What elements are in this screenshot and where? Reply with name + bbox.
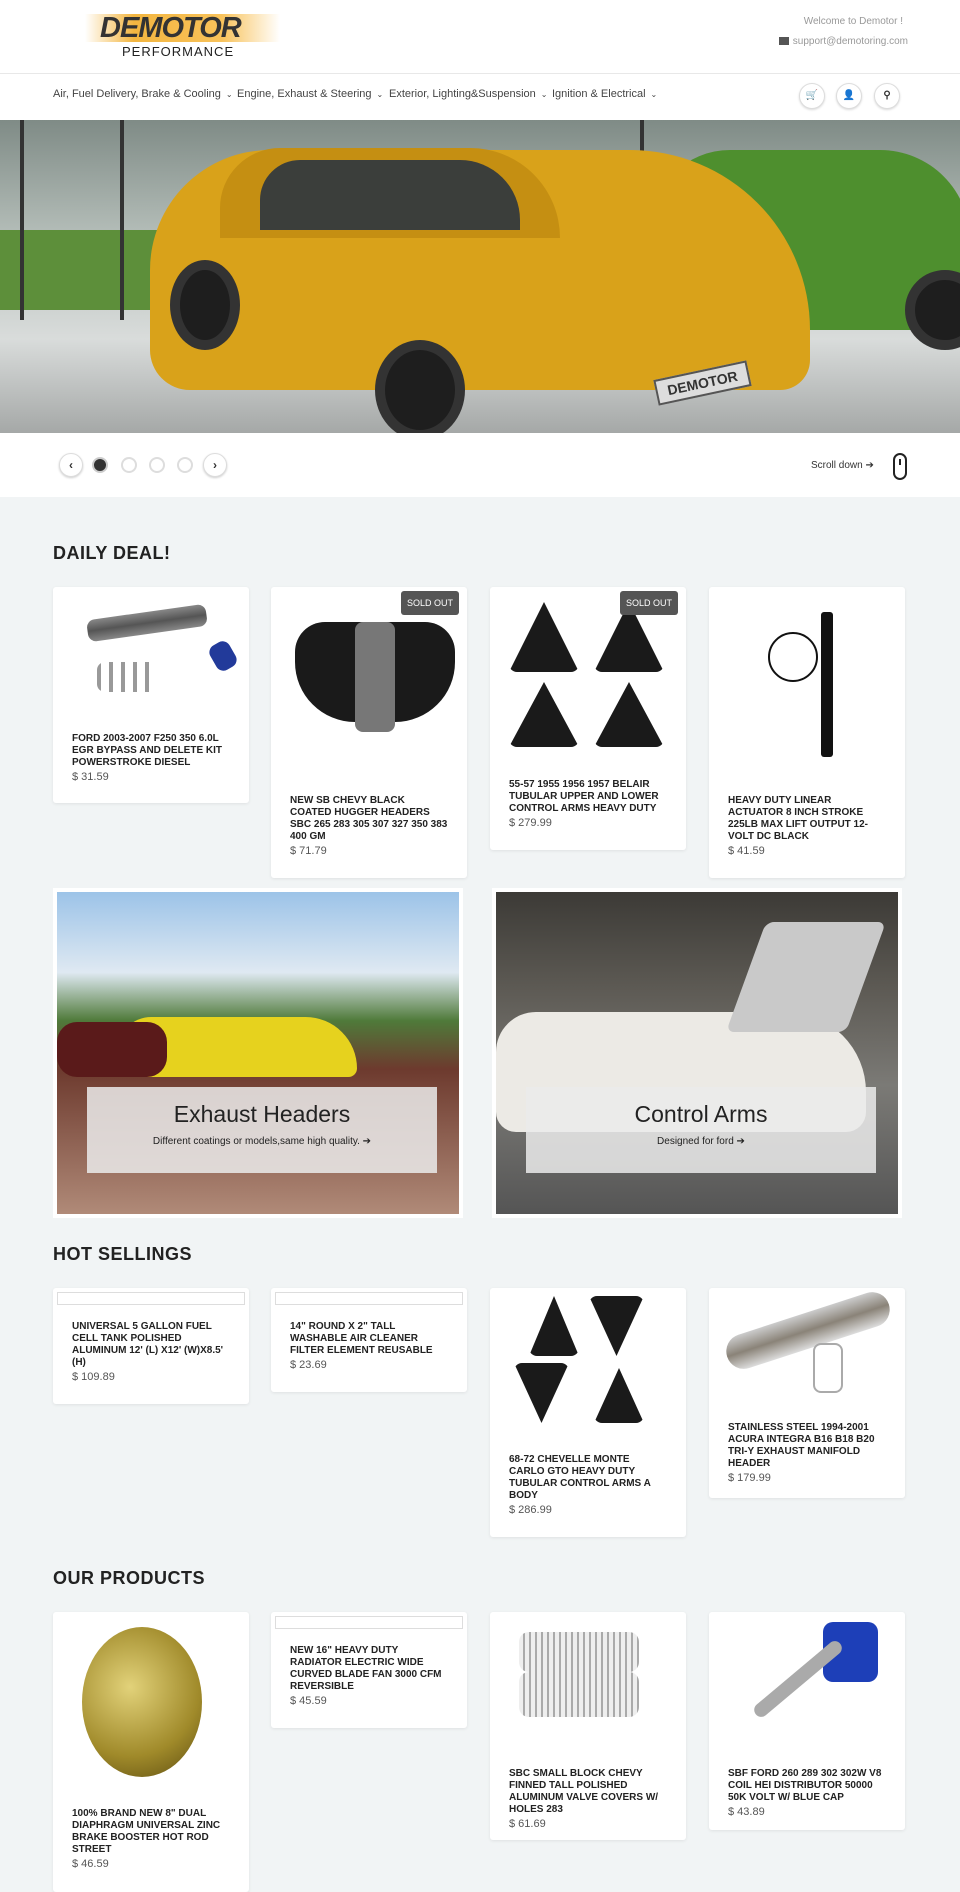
product-title[interactable]: 14" ROUND X 2" TALL WASHABLE AIR CLEANER FILTER ELEMENT REUSABLE <box>290 1321 433 1356</box>
slider-dot-2[interactable] <box>121 457 137 473</box>
product-title[interactable]: 55-57 1955 1956 1957 BELAIR TUBULAR UPPER AND LOWER CONTROL ARMS HEAVY DUTY <box>509 779 659 814</box>
logo-subtext: PERFORMANCE <box>122 44 235 59</box>
product-image <box>275 587 463 779</box>
search-icon: ⚲ <box>883 90 891 101</box>
product-title[interactable]: STAINLESS STEEL 1994-2001 ACURA INTEGRA B16 B18 B20 TRI-Y EXHAUST MANIFOLD HEADER <box>728 1422 875 1469</box>
product-image-placeholder <box>275 1616 463 1629</box>
chevron-down-icon: ⌄ <box>225 90 233 99</box>
product-price: $ 23.69 <box>290 1359 327 1371</box>
product-image-placeholder <box>275 1292 463 1305</box>
wheel <box>170 260 240 350</box>
product-price: $ 61.69 <box>509 1818 546 1830</box>
banner-title: Exhaust Headers <box>173 1101 351 1127</box>
product-image <box>494 1288 682 1438</box>
wheel <box>375 340 465 433</box>
product-title[interactable]: HEAVY DUTY LINEAR ACTUATOR 8 INCH STROKE 225LB MAX LIFT OUTPUT 12-VOLT DC BLACK <box>728 795 869 842</box>
product-image <box>494 1612 682 1752</box>
product-image <box>713 1612 901 1752</box>
slider-dot-1[interactable] <box>92 457 108 473</box>
product-price: $ 71.79 <box>290 845 327 857</box>
product-title[interactable]: NEW SB CHEVY BLACK COATED HUGGER HEADERS SBC 265 283 305 307 327 350 383 400 GM <box>290 795 448 842</box>
product-card[interactable] <box>490 1288 686 1537</box>
banner-text: Different coatings or models,same high quality. <box>152 1136 360 1147</box>
logo[interactable] <box>70 12 300 62</box>
slider-dot-4[interactable] <box>177 457 193 473</box>
product-image-placeholder <box>57 1292 245 1305</box>
banner-caption <box>87 1087 437 1173</box>
section-title-hot-sellings: HOT SELLINGS <box>53 1244 193 1264</box>
product-price: $ 41.59 <box>728 845 765 857</box>
product-card[interactable] <box>709 1612 905 1830</box>
product-title[interactable]: SBC SMALL BLOCK CHEVY FINNED TALL POLISHED ALUMINUM VALVE COVERS W/ HOLES 283 <box>509 1768 659 1815</box>
nav-label: Engine, Exhaust & Steering <box>237 88 372 100</box>
product-price: $ 43.89 <box>728 1806 765 1818</box>
product-image <box>57 1612 245 1792</box>
product-title[interactable]: 68-72 CHEVELLE MONTE CARLO GTO HEAVY DUTY TUBULAR CONTROL ARMS A BODY <box>509 1454 651 1501</box>
banner-text: Designed for ford <box>657 1136 734 1147</box>
product-card[interactable] <box>490 1612 686 1840</box>
banner-link[interactable] <box>87 1136 437 1147</box>
product-card[interactable] <box>53 1612 249 1892</box>
nav-label: Air, Fuel Delivery, Brake & Cooling <box>53 88 221 100</box>
nav-item-ignition-electrical[interactable] <box>552 88 657 100</box>
section-title-daily-deal: DAILY DEAL! <box>53 543 171 563</box>
account-button[interactable] <box>836 83 862 109</box>
product-image <box>713 1288 901 1406</box>
arrow-circle-icon: ➔ <box>362 1136 372 1147</box>
product-card[interactable] <box>53 587 249 803</box>
cart-button[interactable] <box>799 83 825 109</box>
sold-out-badge: SOLD OUT <box>401 591 459 615</box>
chevron-down-icon: ⌄ <box>650 90 658 99</box>
slider-next-button[interactable]: › <box>203 453 227 477</box>
banner-control-arms[interactable] <box>492 888 902 1218</box>
product-image <box>57 587 245 717</box>
product-image <box>713 587 901 779</box>
hero-slide[interactable] <box>0 120 960 433</box>
chevron-down-icon: ⌄ <box>376 90 384 99</box>
product-card[interactable] <box>271 587 467 878</box>
slider-prev-button[interactable]: ‹ <box>59 453 83 477</box>
product-price: $ 179.99 <box>728 1472 771 1484</box>
banner-link[interactable] <box>526 1136 876 1147</box>
window-frame <box>20 120 24 320</box>
product-image <box>494 587 682 763</box>
scroll-down-link[interactable] <box>811 460 874 471</box>
nav-item-exterior-lighting-suspension[interactable] <box>389 88 547 100</box>
product-price: $ 109.89 <box>72 1371 115 1383</box>
arrow-circle-icon: ➔ <box>865 460 874 471</box>
product-price: $ 286.99 <box>509 1504 552 1516</box>
product-title[interactable]: UNIVERSAL 5 GALLON FUEL CELL TANK POLISHED ALUMINUM 12' (L) X12' (W)X8.5' (H) <box>72 1321 224 1368</box>
license-plate: DEMOTOR <box>653 360 751 405</box>
welcome-text: Welcome to Demotor ! <box>803 16 903 27</box>
scroll-down-label: Scroll down <box>811 460 863 471</box>
product-card[interactable] <box>53 1288 249 1404</box>
user-icon: 👤 <box>842 90 856 101</box>
product-title[interactable]: FORD 2003-2007 F250 350 6.0L EGR BYPASS AND DELETE KIT POWERSTROKE DIESEL <box>72 733 223 768</box>
section-title-our-products: OUR PRODUCTS <box>53 1568 206 1588</box>
envelope-icon <box>779 37 789 45</box>
nav-label: Ignition & Electrical <box>552 88 646 100</box>
yellow-car-windows <box>260 160 520 230</box>
product-price: $ 46.59 <box>72 1858 109 1870</box>
nav-item-air-fuel-brake-cooling[interactable] <box>53 88 233 100</box>
banner-caption <box>526 1087 876 1173</box>
product-card[interactable] <box>271 1612 467 1728</box>
product-title[interactable]: SBF FORD 260 289 302 302W V8 COIL HEI DISTRIBUTOR 50000 50K VOLT W/ BLUE CAP <box>728 1768 882 1803</box>
product-price: $ 279.99 <box>509 817 552 829</box>
product-title[interactable]: 100% BRAND NEW 8" DUAL DIAPHRAGM UNIVERSAL ZINC BRAKE BOOSTER HOT ROD STREET <box>72 1808 221 1855</box>
banner-title: Control Arms <box>634 1101 768 1127</box>
support-email-text: support@demotoring.com <box>792 36 908 47</box>
chevron-down-icon: ⌄ <box>540 90 548 99</box>
nav-item-engine-exhaust-steering[interactable] <box>237 88 383 100</box>
logo-text: DEMOTOR <box>100 12 241 44</box>
mouse-icon <box>893 453 907 480</box>
product-title[interactable]: NEW 16" HEAVY DUTY RADIATOR ELECTRIC WIDE CURVED BLADE FAN 3000 CFM REVERSIBLE <box>290 1645 442 1692</box>
product-price: $ 45.59 <box>290 1695 327 1707</box>
product-price: $ 31.59 <box>72 771 109 783</box>
cart-icon: 🛒 <box>805 90 819 101</box>
product-card[interactable] <box>490 587 686 850</box>
sold-out-badge: SOLD OUT <box>620 591 678 615</box>
search-button[interactable] <box>874 83 900 109</box>
support-email[interactable] <box>779 36 908 47</box>
nav-label: Exterior, Lighting&Suspension <box>389 88 536 100</box>
slider-dot-3[interactable] <box>149 457 165 473</box>
arrow-circle-icon: ➔ <box>736 1136 745 1147</box>
banner-exhaust-headers[interactable] <box>53 888 463 1218</box>
site-header <box>0 0 960 74</box>
product-card[interactable] <box>709 1288 905 1498</box>
product-card[interactable] <box>271 1288 467 1392</box>
window-frame <box>120 120 124 320</box>
product-card[interactable] <box>709 587 905 878</box>
